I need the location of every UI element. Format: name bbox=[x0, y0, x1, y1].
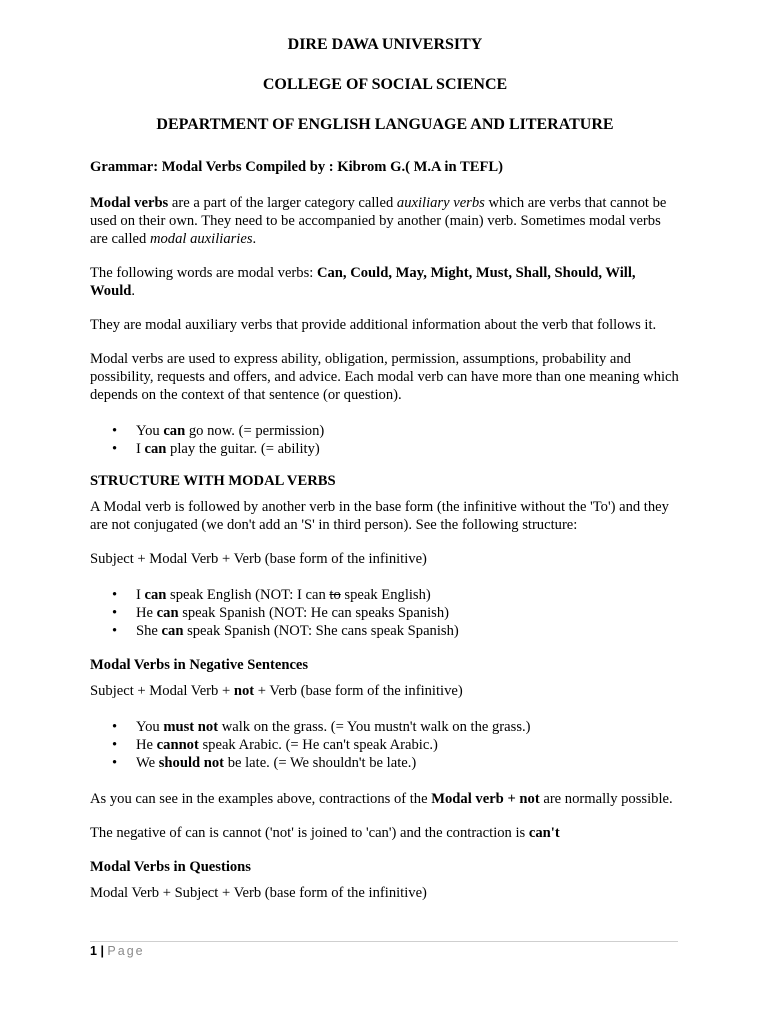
example-text: speak Spanish (NOT: She cans speak Spanish) bbox=[183, 623, 459, 639]
formula-text: Subject + Modal Verb + bbox=[90, 683, 234, 699]
contraction-bold: Modal verb + not bbox=[431, 791, 540, 807]
footer-divider bbox=[90, 941, 678, 942]
list-item bbox=[90, 440, 680, 458]
list-item bbox=[90, 586, 680, 604]
contraction-text: are normally possible. bbox=[539, 791, 673, 807]
example-text: go now. (= permission) bbox=[185, 423, 325, 439]
list-item bbox=[90, 736, 680, 754]
example-bold: can bbox=[144, 441, 167, 457]
example-bold: can bbox=[161, 623, 184, 639]
intro-italic-2: modal auxiliaries bbox=[149, 231, 253, 247]
intro-bold-term: Modal verbs bbox=[90, 195, 169, 211]
words-text-2: . bbox=[131, 283, 136, 299]
example-bold: can bbox=[156, 605, 179, 621]
example-text: I bbox=[136, 587, 145, 603]
page-label: Page bbox=[107, 944, 145, 958]
cannot-paragraph bbox=[90, 824, 680, 842]
negative-heading: Modal Verbs in Negative Sentences bbox=[90, 657, 309, 673]
examples-list-1 bbox=[90, 422, 680, 458]
example-text: be late. (= We shouldn't be late.) bbox=[224, 755, 417, 771]
intro-paragraph bbox=[90, 194, 680, 248]
example-text: speak Arabic. (= He can't speak Arabic.) bbox=[198, 737, 438, 753]
questions-heading: Modal Verbs in Questions bbox=[90, 859, 251, 875]
structure-examples-list bbox=[90, 586, 680, 640]
structure-heading: STRUCTURE WITH MODAL VERBS bbox=[90, 473, 336, 489]
example-text: He bbox=[136, 737, 157, 753]
example-bold: should not bbox=[158, 755, 225, 771]
negative-examples-list bbox=[90, 718, 680, 772]
cannot-text: The negative of can is cannot ('not' is joined to 'can') and the contraction is bbox=[90, 825, 529, 841]
example-text: You bbox=[136, 719, 164, 735]
example-text: I bbox=[136, 441, 145, 457]
example-text: speak Spanish (NOT: He can speaks Spanish) bbox=[178, 605, 449, 621]
negative-formula bbox=[90, 682, 680, 700]
usage-paragraph: Modal verbs are used to express ability, obligation, permission, assumptions, probability and possibility, requests and offers, and advice. Each modal verb can have more than one meaning which depends on the context of that sentence (or question). bbox=[90, 351, 679, 403]
questions-formula: Modal Verb + Subject + Verb (base form of the infinitive) bbox=[90, 885, 427, 901]
page-footer bbox=[90, 944, 145, 958]
university-title: DIRE DAWA UNIVERSITY bbox=[287, 36, 483, 53]
list-item bbox=[90, 604, 680, 622]
page-number: 1 bbox=[90, 944, 97, 958]
contraction-text: As you can see in the examples above, contractions of the bbox=[90, 791, 432, 807]
intro-italic-1: auxiliary verbs bbox=[396, 195, 485, 211]
intro-text-1: are a part of the larger category called bbox=[168, 195, 397, 211]
example-bold: can bbox=[144, 587, 167, 603]
modal-words-paragraph bbox=[90, 264, 680, 300]
example-bold: must not bbox=[163, 719, 219, 735]
list-item bbox=[90, 422, 680, 440]
example-text: walk on the grass. (= You mustn't walk on the grass.) bbox=[218, 719, 531, 735]
list-item bbox=[90, 754, 680, 772]
document-subtitle: Grammar: Modal Verbs Compiled by : Kibrom G.( M.A in TEFL) bbox=[90, 159, 503, 175]
auxiliary-paragraph: They are modal auxiliary verbs that provide additional information about the verb that follows it. bbox=[90, 317, 657, 333]
example-text: She bbox=[136, 623, 162, 639]
example-text: He bbox=[136, 605, 157, 621]
example-text: You bbox=[136, 423, 164, 439]
structure-formula: Subject + Modal Verb + Verb (base form of the infinitive) bbox=[90, 551, 427, 567]
example-text: speak English (NOT: I can bbox=[166, 587, 330, 603]
cannot-bold: can't bbox=[528, 825, 560, 841]
example-text: play the guitar. (= ability) bbox=[166, 441, 320, 457]
structure-paragraph: A Modal verb is followed by another verb in the base form (the infinitive without the 'To') and they are not conjugated (we don't add an 'S' in third person). See the following structure: bbox=[90, 499, 669, 533]
formula-bold: not bbox=[233, 683, 255, 699]
formula-text: + Verb (base form of the infinitive) bbox=[254, 683, 463, 699]
example-bold: cannot bbox=[156, 737, 199, 753]
example-bold: can bbox=[163, 423, 186, 439]
words-text-1: The following words are modal verbs: bbox=[90, 265, 317, 281]
example-text: speak English) bbox=[340, 587, 431, 603]
example-text: We bbox=[136, 755, 159, 771]
intro-text-2: which are verbs that cannot be used on their own. They need to be accompanied by another (main) verb. Sometimes modal verbs are called bbox=[90, 195, 667, 247]
words-list-bold: Can, Could, May, Might, Must, Shall, Should, Will, Would bbox=[90, 265, 636, 299]
strikethrough-word: to bbox=[329, 587, 341, 603]
list-item bbox=[90, 622, 680, 640]
page-content bbox=[90, 36, 680, 912]
intro-text-3: . bbox=[252, 231, 257, 247]
list-item bbox=[90, 718, 680, 736]
college-title: COLLEGE OF SOCIAL SCIENCE bbox=[262, 76, 508, 93]
contraction-paragraph bbox=[90, 790, 680, 808]
department-title: DEPARTMENT OF ENGLISH LANGUAGE AND LITERATURE bbox=[156, 116, 614, 133]
footer-separator: | bbox=[100, 944, 104, 958]
